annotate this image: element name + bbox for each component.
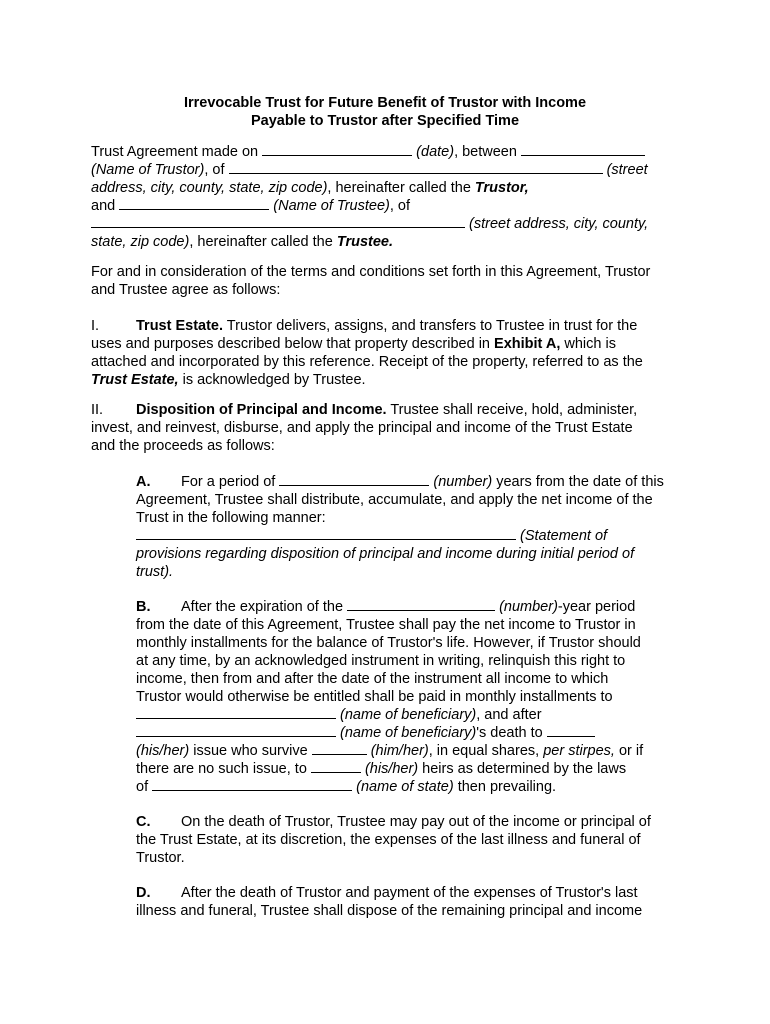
intro-line-1: Trust Agreement made on (date), between xyxy=(91,143,645,161)
title-line-1: Irrevocable Trust for Future Benefit of Trustor with Income xyxy=(183,95,587,111)
para-b-line-11: of (name of state) then prevailing. xyxy=(136,779,557,795)
para-b-line-9: (his/her) issue who survive (him/her), in equal shares, per stirpes, or if xyxy=(136,743,644,759)
section-1-line-1: I. Trust Estate. Trustor delivers, assigns, and transfers to Trustee in trust for the xyxy=(91,318,638,334)
para-b-line-6: Trustor would otherwise be entitled shall be paid in monthly installments to xyxy=(136,689,613,705)
para-d-line-1: D. After the death of Trustor and payment of the expenses of Trustor's last xyxy=(136,885,638,901)
consideration-line-1: For and in consideration of the terms and conditions set forth in this Agreement, Trustor xyxy=(91,264,651,280)
intro-line-5: (street address, city, county, xyxy=(91,215,648,233)
document-title xyxy=(0,94,770,130)
para-c-letter: C. xyxy=(136,814,151,830)
section-1-line-4: Trust Estate, is acknowledged by Trustee. xyxy=(91,372,366,388)
title-line-2: Payable to Trustor after Specified Time xyxy=(250,113,520,129)
para-d-line-2: illness and funeral, Trustee shall dispose of the remaining principal and income xyxy=(136,903,643,919)
para-b-line-8: (name of beneficiary)'s death to xyxy=(136,724,595,742)
section-1-line-2: uses and purposes described below that property described in Exhibit A, which is xyxy=(91,336,616,352)
period-years-blank[interactable] xyxy=(279,473,429,486)
intro-line-3: address, city, county, state, zip code), hereinafter called the Trustor, xyxy=(91,180,529,196)
intro-line-6: state, zip code), hereinafter called the Trustee. xyxy=(91,234,393,250)
him-her-blank[interactable] xyxy=(312,742,367,755)
para-a-line-1: A. For a period of (number) years from the date of this xyxy=(136,474,664,490)
para-a-line-4: (Statement of xyxy=(136,527,607,545)
heirs-blank[interactable] xyxy=(311,760,361,773)
intro-line-4: and (Name of Trustee), of xyxy=(91,198,410,214)
state-blank[interactable] xyxy=(152,778,352,791)
section-2-line-2: invest, and reinvest, disburse, and apply the principal and income of the Trust Estate xyxy=(91,420,633,436)
para-b-line-3: monthly installments for the balance of Trustor's life. However, if Trustor should xyxy=(136,635,641,651)
para-c-line-2: the Trust Estate, at its discretion, the expenses of the last illness and funeral of xyxy=(136,832,641,848)
para-b-line-4: at any time, by an acknowledged instrument in writing, relinquish this right to xyxy=(136,653,626,669)
para-d-letter: D. xyxy=(136,885,151,901)
his-her-blank[interactable] xyxy=(547,724,595,737)
section-2-numeral: II. xyxy=(91,402,104,418)
para-b-line-1: B. After the expiration of the (number)-year period xyxy=(136,599,636,615)
para-b-line-7: (name of beneficiary), and after xyxy=(136,706,542,724)
consideration-line-2: and Trustee agree as follows: xyxy=(91,282,281,298)
trustor-address-blank[interactable] xyxy=(229,161,603,174)
trustor-name-blank[interactable] xyxy=(521,143,645,156)
para-c-line-1: C. On the death of Trustor, Trustee may pay out of the income or principal of xyxy=(136,814,651,830)
para-a-line-6: trust). xyxy=(136,564,174,580)
para-a-letter: A. xyxy=(136,474,151,490)
beneficiary-blank[interactable] xyxy=(136,706,336,719)
section-2-heading: Disposition of Principal and Income. xyxy=(136,402,387,418)
para-b-line-5: income, then from and after the date of the instrument all income to which xyxy=(136,671,609,687)
date-blank[interactable] xyxy=(262,143,412,156)
statement-blank[interactable] xyxy=(136,527,516,540)
trustee-address-blank[interactable] xyxy=(91,215,465,228)
para-a-line-2: Agreement, Trustee shall distribute, accumulate, and apply the net income of the xyxy=(136,492,653,508)
section-2-line-3: and the proceeds as follows: xyxy=(91,438,275,454)
para-b-letter: B. xyxy=(136,599,151,615)
trustee-name-blank[interactable] xyxy=(119,197,269,210)
para-b-line-2: from the date of this Agreement, Trustee shall pay the net income to Trustor in xyxy=(136,617,636,633)
para-a-line-3: Trust in the following manner: xyxy=(136,510,326,526)
para-a-line-5: provisions regarding disposition of principal and income during initial period of xyxy=(136,546,635,562)
year-period-blank[interactable] xyxy=(347,598,495,611)
para-c-line-3: Trustor. xyxy=(136,850,185,866)
section-2-line-1: II. Disposition of Principal and Income. Trustee shall receive, hold, administer, xyxy=(91,402,638,418)
intro-line-2: (Name of Trustor), of (street xyxy=(91,162,648,178)
beneficiary-blank-2[interactable] xyxy=(136,724,336,737)
para-b-line-10: there are no such issue, to (his/her) heirs as determined by the laws xyxy=(136,761,627,777)
section-1-heading: Trust Estate. xyxy=(136,318,224,334)
section-1-line-3: attached and incorporated by this reference. Receipt of the property, referred to as the xyxy=(91,354,643,370)
section-1-numeral: I. xyxy=(91,318,100,334)
